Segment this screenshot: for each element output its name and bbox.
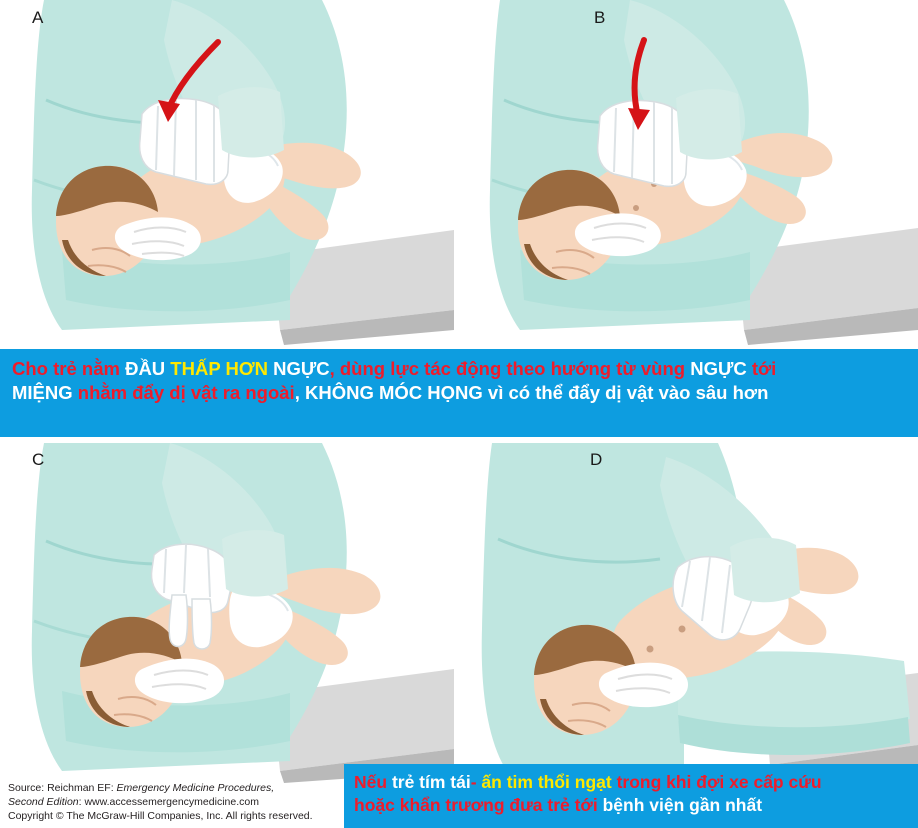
illustration-panel-b: [478, 0, 918, 345]
source-edition: Second Edition: [8, 796, 79, 809]
source-line-3: Copyright © The McGraw-Hill Companies, Inc. All rights reserved.: [8, 810, 313, 823]
caption-top-line2: [12, 381, 908, 405]
panel-letter-b: B: [594, 8, 606, 27]
caption-bottom-line1: [354, 771, 910, 794]
caption-banner-bottom: [344, 764, 918, 828]
caption-seg: tới: [746, 358, 777, 379]
panel-letter-d: D: [590, 450, 603, 469]
illustration-panel-a: [22, 0, 454, 345]
caption-bottom-line2: [354, 794, 910, 817]
caption-banner-top: [0, 349, 918, 437]
caption-seg: bệnh viện gần nhất: [602, 794, 763, 815]
source-line-2: [8, 795, 348, 809]
caption-seg: , dùng lực tác động theo hướng từ vùng: [329, 358, 691, 379]
caption-seg: Nếu: [354, 772, 392, 792]
panel-letter-a: A: [32, 8, 44, 27]
source-credit: [8, 781, 348, 824]
source-title: Emergency Medicine Procedures,: [116, 782, 275, 794]
caption-seg: NGỰC: [690, 358, 747, 379]
caption-seg: MIỆNG: [12, 382, 78, 404]
caption-seg: ấn tim thổi ngạt: [481, 772, 617, 792]
source-line-1: [8, 781, 348, 795]
caption-seg: hoặc khẩn trương đưa trẻ tới: [354, 794, 603, 815]
illustration-panel-c: [22, 443, 454, 783]
caption-top-line1: [12, 357, 908, 381]
illustration-panel-d: [478, 443, 918, 783]
caption-seg: NGỰC: [273, 358, 330, 379]
panel-letter-c: C: [32, 450, 45, 469]
caption-seg: nhằm đẩy dị vật ra ngoài: [77, 382, 295, 404]
caption-seg: , KHÔNG MÓC HỌNG vì có thể đẩy dị vật vào sâu hơn: [294, 382, 769, 404]
caption-seg: trẻ tím tái: [391, 772, 471, 792]
caption-seg: THẤP HƠN: [165, 358, 274, 379]
source-prefix: Source: Reichman EF:: [8, 782, 117, 794]
caption-seg: -: [470, 772, 482, 792]
caption-seg: Cho trẻ nằm: [12, 358, 126, 379]
source-url: : www.accessemergencymedicine.com: [78, 796, 259, 809]
caption-seg: trong khi đợi xe cấp cứu: [616, 772, 822, 792]
caption-seg: ĐẦU: [125, 358, 166, 379]
